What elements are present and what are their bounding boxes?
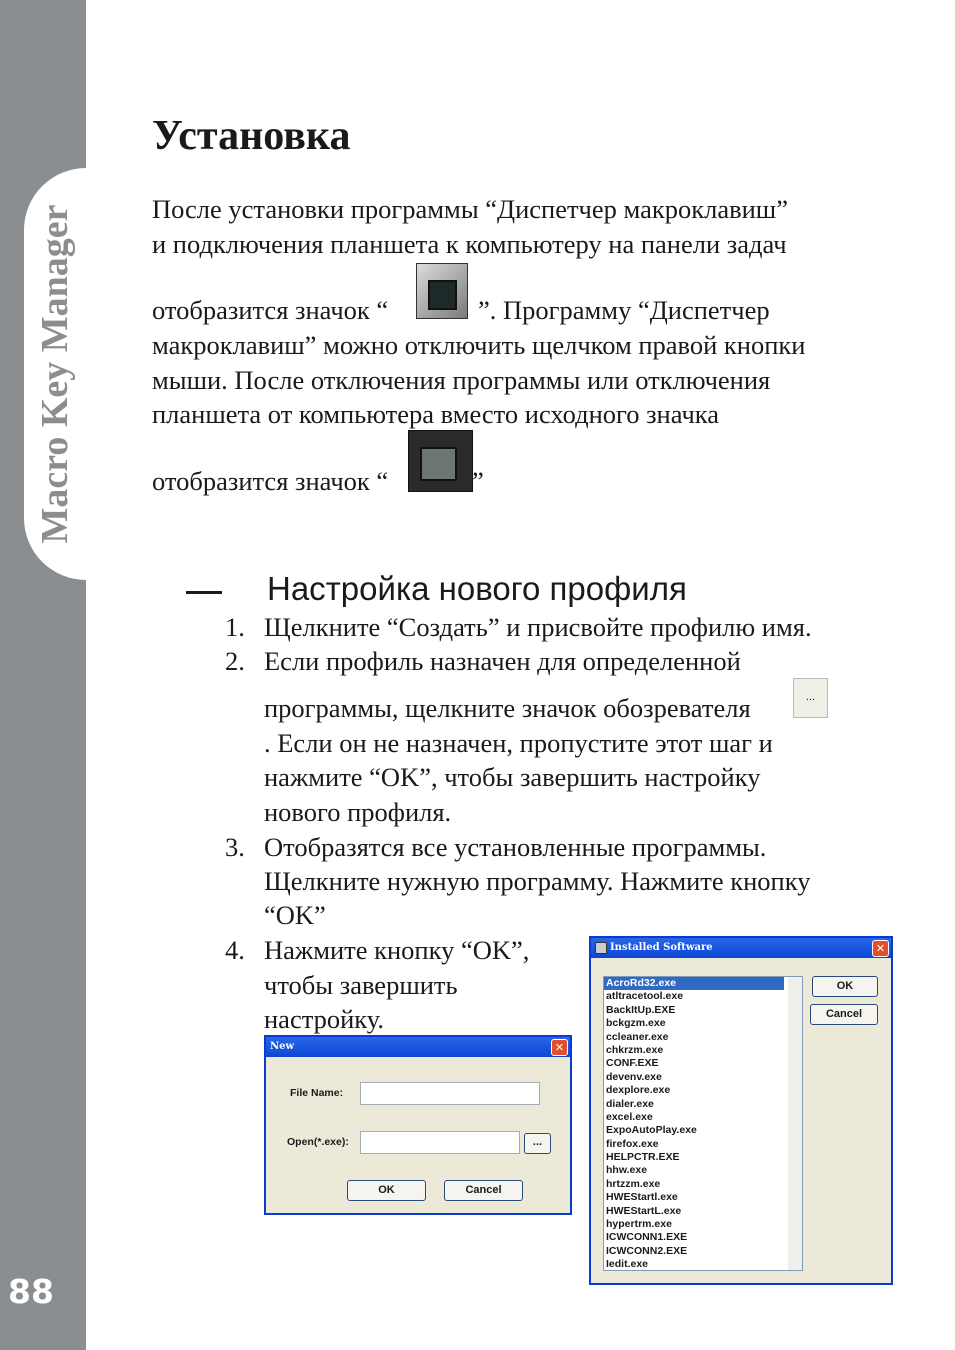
step-number: 4. bbox=[225, 935, 245, 965]
step-text: нового профиля. bbox=[264, 797, 452, 827]
step-text: “OK” bbox=[264, 900, 326, 930]
app-icon bbox=[595, 942, 607, 954]
list-item[interactable]: excel.exe bbox=[606, 1110, 653, 1123]
cancel-button[interactable]: Cancel bbox=[810, 1004, 878, 1025]
close-button[interactable]: ✕ bbox=[551, 1039, 568, 1056]
paragraph-line: отобразится значок “ bbox=[152, 466, 389, 496]
list-item[interactable]: hrtzzm.exe bbox=[606, 1177, 661, 1190]
step-number: 3. bbox=[225, 832, 245, 862]
list-item[interactable]: HWEStartl.exe bbox=[606, 1191, 678, 1204]
list-item[interactable]: ExpoAutoPlay.exe bbox=[606, 1124, 697, 1137]
list-item[interactable]: ICWCONN1.EXE bbox=[606, 1231, 688, 1244]
step-text: настройку. bbox=[264, 1004, 385, 1034]
file-name-input[interactable] bbox=[360, 1082, 540, 1105]
section-dash bbox=[186, 591, 222, 594]
list-item[interactable]: hypertrm.exe bbox=[606, 1218, 672, 1231]
page-title: Установка bbox=[152, 113, 351, 159]
macro-key-icon bbox=[416, 263, 468, 319]
list-item[interactable]: devenv.exe bbox=[606, 1070, 662, 1083]
new-profile-dialog bbox=[264, 1035, 572, 1215]
paragraph-line: После установки программы “Диспетчер макроклавиш” bbox=[152, 194, 788, 224]
step-text: программы, щелкните значок обозревателя bbox=[264, 693, 751, 723]
page-number: 88 bbox=[8, 1272, 54, 1311]
software-list[interactable] bbox=[603, 976, 803, 1271]
dialog-title: Installed Software bbox=[610, 942, 713, 953]
paragraph-line: макроклавиш” можно отключить щелчком правой кнопки bbox=[152, 330, 806, 360]
list-item[interactable]: ICWCONN2.EXE bbox=[606, 1244, 688, 1257]
browse-icon: ... bbox=[793, 678, 828, 718]
open-exe-label: Open(*.exe): bbox=[287, 1136, 349, 1148]
list-item[interactable]: BackItUp.EXE bbox=[606, 1003, 676, 1016]
sidebar-title: Macro Key Manager bbox=[34, 204, 76, 544]
scrollbar[interactable] bbox=[788, 977, 802, 1270]
paragraph-line: и подключения планшета к компьютеру на панели задач bbox=[152, 229, 787, 259]
step-text: Отобразятся все установленные программы. bbox=[264, 832, 767, 862]
list-item[interactable]: AcroRd32.exe bbox=[604, 977, 784, 990]
step-text: . Если он не назначен, пропустите этот шаг и bbox=[264, 728, 773, 758]
list-item[interactable]: CONF.EXE bbox=[606, 1057, 659, 1070]
step-text: Щелкните “Создать” и присвойте профилю имя. bbox=[264, 612, 812, 642]
paragraph-line: мыши. После отключения программы или отключения bbox=[152, 365, 771, 395]
paragraph-line: ” bbox=[472, 466, 484, 496]
ok-button[interactable]: OK bbox=[347, 1180, 426, 1201]
paragraph-line: отобразится значок “ bbox=[152, 295, 389, 325]
list-item[interactable]: bckgzm.exe bbox=[606, 1017, 666, 1030]
open-exe-input[interactable] bbox=[360, 1131, 520, 1154]
step-text: Щелкните нужную программу. Нажмите кнопку bbox=[264, 866, 811, 896]
section-title: Настройка нового профиля bbox=[267, 570, 687, 607]
list-item[interactable]: ccleaner.exe bbox=[606, 1030, 669, 1043]
list-item[interactable]: firefox.exe bbox=[606, 1137, 659, 1150]
cancel-button[interactable]: Cancel bbox=[444, 1180, 523, 1201]
step-text: Нажмите кнопку “OK”, bbox=[264, 935, 530, 965]
list-item[interactable]: HWEStartL.exe bbox=[606, 1204, 682, 1217]
list-item[interactable]: hhw.exe bbox=[606, 1164, 648, 1177]
file-name-label: File Name: bbox=[290, 1087, 344, 1099]
list-item[interactable]: atltracetool.exe bbox=[606, 990, 684, 1003]
list-item[interactable]: dexplore.exe bbox=[606, 1084, 671, 1097]
sidebar bbox=[0, 0, 86, 1350]
list-item[interactable]: HELPCTR.EXE bbox=[606, 1151, 680, 1164]
step-text: нажмите “OK”, чтобы завершить настройку bbox=[264, 762, 761, 792]
step-number: 2. bbox=[225, 646, 245, 676]
paragraph-line: планшета от компьютера вместо исходного значка bbox=[152, 399, 720, 429]
title-bar bbox=[266, 1037, 570, 1057]
title-bar bbox=[591, 938, 891, 958]
close-button[interactable]: ✕ bbox=[872, 940, 889, 957]
browse-button[interactable]: ... bbox=[524, 1133, 551, 1154]
step-text: Если профиль назначен для определенной bbox=[264, 646, 741, 676]
list-item[interactable]: dialer.exe bbox=[606, 1097, 654, 1110]
macro-key-disabled-icon bbox=[408, 430, 473, 492]
list-item[interactable]: Iedit.exe bbox=[606, 1258, 649, 1271]
ok-button[interactable]: OK bbox=[812, 976, 878, 997]
step-text: чтобы завершить bbox=[264, 970, 458, 1000]
list-item[interactable]: chkrzm.exe bbox=[606, 1043, 664, 1056]
step-number: 1. bbox=[225, 612, 245, 642]
installed-software-dialog bbox=[589, 936, 893, 1285]
paragraph-line: ”. Программу “Диспетчер bbox=[478, 295, 770, 325]
dialog-title: New bbox=[270, 1041, 295, 1052]
